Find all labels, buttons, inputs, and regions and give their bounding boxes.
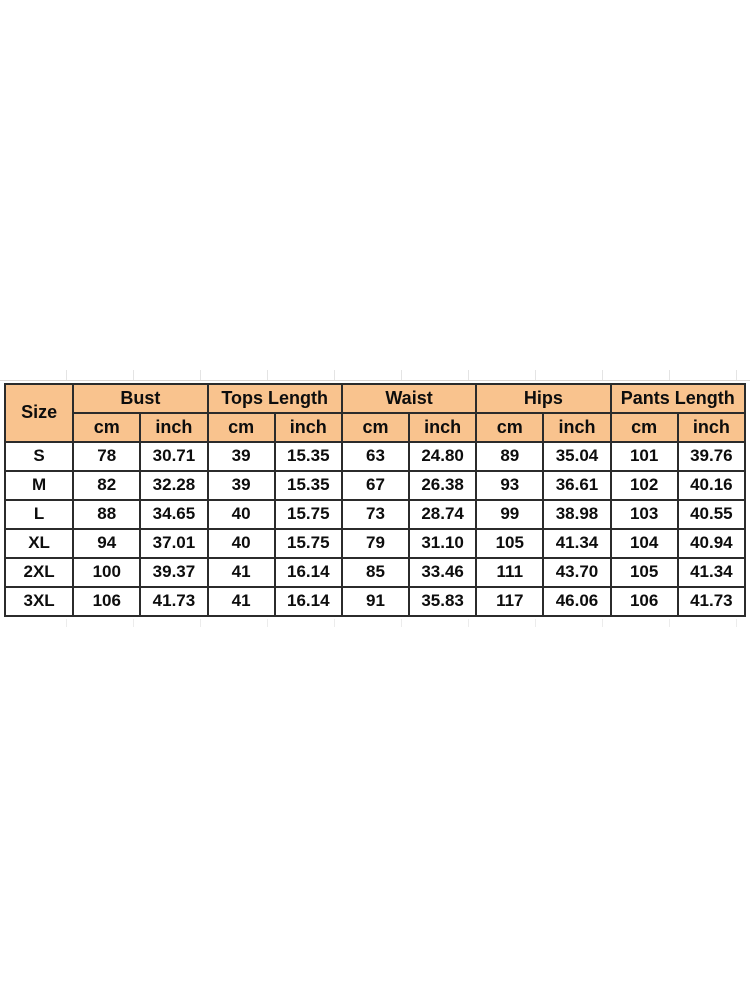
- header-hips: Hips: [476, 384, 610, 413]
- measurement-cell: 40.94: [678, 529, 745, 558]
- measurement-cell: 40.55: [678, 500, 745, 529]
- measurement-cell: 41.73: [140, 587, 207, 616]
- measurement-cell: 104: [611, 529, 678, 558]
- measurement-cell: 30.71: [140, 442, 207, 471]
- row-size-label: S: [5, 442, 73, 471]
- measurement-cell: 39: [208, 471, 275, 500]
- measurement-cell: 36.61: [543, 471, 610, 500]
- measurement-cell: 32.28: [140, 471, 207, 500]
- unit-header: cm: [611, 413, 678, 442]
- measurement-cell: 88: [73, 500, 140, 529]
- unit-header: cm: [208, 413, 275, 442]
- measurement-cell: 41: [208, 587, 275, 616]
- measurement-cell: 15.75: [275, 529, 342, 558]
- measurement-cell: 89: [476, 442, 543, 471]
- measurement-cell: 35.04: [543, 442, 610, 471]
- measurement-cell: 16.14: [275, 558, 342, 587]
- measurement-cell: 67: [342, 471, 409, 500]
- header-waist: Waist: [342, 384, 476, 413]
- measurement-cell: 39: [208, 442, 275, 471]
- measurement-cell: 26.38: [409, 471, 476, 500]
- measurement-cell: 106: [611, 587, 678, 616]
- measurement-cell: 16.14: [275, 587, 342, 616]
- measurement-cell: 43.70: [543, 558, 610, 587]
- unit-header: cm: [476, 413, 543, 442]
- measurement-cell: 38.98: [543, 500, 610, 529]
- unit-header: inch: [543, 413, 610, 442]
- measurement-cell: 99: [476, 500, 543, 529]
- measurement-cell: 31.10: [409, 529, 476, 558]
- table-row: [5, 587, 745, 616]
- measurement-cell: 73: [342, 500, 409, 529]
- table-row: [5, 558, 745, 587]
- row-size-label: 2XL: [5, 558, 73, 587]
- spreadsheet-gridlines-top: [0, 370, 750, 381]
- measurement-cell: 85: [342, 558, 409, 587]
- measurement-cell: 40.16: [678, 471, 745, 500]
- measurement-cell: 101: [611, 442, 678, 471]
- measurement-cell: 103: [611, 500, 678, 529]
- size-chart-table: [4, 383, 746, 617]
- table-row: [5, 529, 745, 558]
- measurement-cell: 28.74: [409, 500, 476, 529]
- measurement-cell: 100: [73, 558, 140, 587]
- measurement-cell: 37.01: [140, 529, 207, 558]
- header-pants-length: Pants Length: [611, 384, 745, 413]
- measurement-cell: 46.06: [543, 587, 610, 616]
- row-size-label: M: [5, 471, 73, 500]
- spreadsheet-gridlines-bottom: [0, 619, 750, 627]
- measurement-cell: 102: [611, 471, 678, 500]
- measurement-cell: 63: [342, 442, 409, 471]
- table-row: [5, 442, 745, 471]
- header-tops-length: Tops Length: [208, 384, 342, 413]
- header-bust: Bust: [73, 384, 207, 413]
- table-row: [5, 500, 745, 529]
- measurement-cell: 40: [208, 529, 275, 558]
- measurement-cell: 94: [73, 529, 140, 558]
- unit-header: inch: [140, 413, 207, 442]
- measurement-cell: 15.75: [275, 500, 342, 529]
- measurement-cell: 15.35: [275, 442, 342, 471]
- measurement-cell: 111: [476, 558, 543, 587]
- size-chart-body: [5, 442, 745, 616]
- group-header-row: [5, 384, 745, 413]
- measurement-cell: 117: [476, 587, 543, 616]
- row-size-label: 3XL: [5, 587, 73, 616]
- row-size-label: L: [5, 500, 73, 529]
- measurement-cell: 93: [476, 471, 543, 500]
- measurement-cell: 105: [476, 529, 543, 558]
- measurement-cell: 105: [611, 558, 678, 587]
- measurement-cell: 41.73: [678, 587, 745, 616]
- measurement-cell: 82: [73, 471, 140, 500]
- measurement-cell: 106: [73, 587, 140, 616]
- measurement-cell: 79: [342, 529, 409, 558]
- unit-header: cm: [73, 413, 140, 442]
- unit-header: inch: [409, 413, 476, 442]
- header-size: Size: [5, 384, 73, 442]
- measurement-cell: 41.34: [678, 558, 745, 587]
- measurement-cell: 41: [208, 558, 275, 587]
- unit-header: inch: [678, 413, 745, 442]
- row-size-label: XL: [5, 529, 73, 558]
- unit-header-row: [5, 413, 745, 442]
- measurement-cell: 24.80: [409, 442, 476, 471]
- measurement-cell: 15.35: [275, 471, 342, 500]
- measurement-cell: 33.46: [409, 558, 476, 587]
- measurement-cell: 39.76: [678, 442, 745, 471]
- unit-header: inch: [275, 413, 342, 442]
- measurement-cell: 35.83: [409, 587, 476, 616]
- measurement-cell: 78: [73, 442, 140, 471]
- measurement-cell: 41.34: [543, 529, 610, 558]
- measurement-cell: 91: [342, 587, 409, 616]
- measurement-cell: 39.37: [140, 558, 207, 587]
- measurement-cell: 40: [208, 500, 275, 529]
- unit-header: cm: [342, 413, 409, 442]
- measurement-cell: 34.65: [140, 500, 207, 529]
- size-chart-header: [5, 384, 745, 442]
- table-row: [5, 471, 745, 500]
